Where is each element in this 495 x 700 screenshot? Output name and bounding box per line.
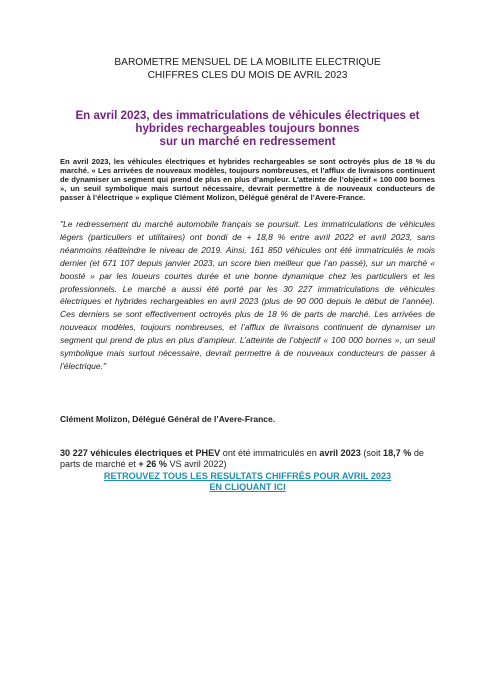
results-link-block[interactable]: [60, 471, 435, 494]
stats-text: (soit: [360, 448, 384, 458]
headline-line: hybrides rechargeables toujours bonnes: [135, 122, 360, 135]
header-title: BAROMETRE MENSUEL DE LA MOBILITE ELECTRIQUE: [114, 57, 381, 68]
header-subtitle: CHIFFRES CLES DU MOIS DE AVRIL 2023: [147, 69, 348, 81]
stats-vehicles: 30 227 véhicules électriques et PHEV: [60, 448, 221, 458]
stats-text: ont été immatriculés en: [220, 448, 320, 458]
headline: [60, 109, 435, 148]
signature: Clément Molizon, Délégué Général de l’Avere-France.: [60, 414, 276, 424]
stats-summary: [60, 448, 435, 471]
quote-paragraph: "Le redressement du marché automobile français se poursuit. Les immatriculations de véhicules légers (particuliers et utilitaires) ont bondi de + 18,8 % entre avril 2022 et avril 2023, sans néanmoins réatteindre le niveau de 2019. Ainsi, 161 850 véhicules ont été immatriculés le mois dernier (et 671 107 depuis janvier 2023, un score bien meilleur que l’an passé), sur un marché « boosté » par les loueurs courtes durée et une bonne dynamique chez les particuliers et les professionnels. Le marché a aussi été porté par les 30 227 immatriculations de véhicules électriques et hybrides rechargeables en avril 2023 (plus de 90 000 depuis le début de l’année). Ces derniers se sont effectivement octroyés plus de 18 % de parts de marché. Les arrivées de nouveaux modèles, toujours nombreuses, et l’afflux de livraisons continuent de dynamiser un segment qui prend de plus en plus d’ampleur. L’atteinte de l’objectif « 100 000 bornes », un seuil symbolique mais surtout nécessaire, devrait permettre à de nouveaux conducteurs de passer à l’électrique.": [60, 219, 435, 371]
stats-share: 18,7 %: [383, 448, 412, 458]
stats-month: avril 2023: [319, 448, 361, 458]
headline-line: En avril 2023, des immatriculations de véhicules électriques et: [75, 109, 420, 122]
click-here-link[interactable]: EN CLIQUANT ICI: [209, 482, 286, 493]
results-link[interactable]: RETROUVEZ TOUS LES RESULTATS CHIFFRÉS POUR AVRIL 2023: [103, 471, 392, 481]
headline-line: sur un marché en redressement: [159, 135, 336, 148]
stats-growth: + 26 %: [138, 459, 167, 470]
document-header: [0, 57, 495, 82]
intro-paragraph: En avril 2023, les véhicules électriques et hybrides rechargeables se sont octroyés plus de 18 % du marché. « Les arrivées de nouveaux modèles, toujours nombreuses, et l’afflux de livraisons continuent de dynamiser un segment qui prend de plus en plus d’ampleur. L’atteinte de l’objectif « 100 000 bornes », un seuil symbolique mais surtout nécessaire, devrait permettre à de nouveaux conducteurs de passer à l’électrique » explique Clément Molizon, Délégué général de l’Avere-France.: [60, 157, 435, 203]
stats-text: de parts de marché et: [60, 448, 424, 470]
stats-text: VS avril 2022): [166, 459, 227, 470]
